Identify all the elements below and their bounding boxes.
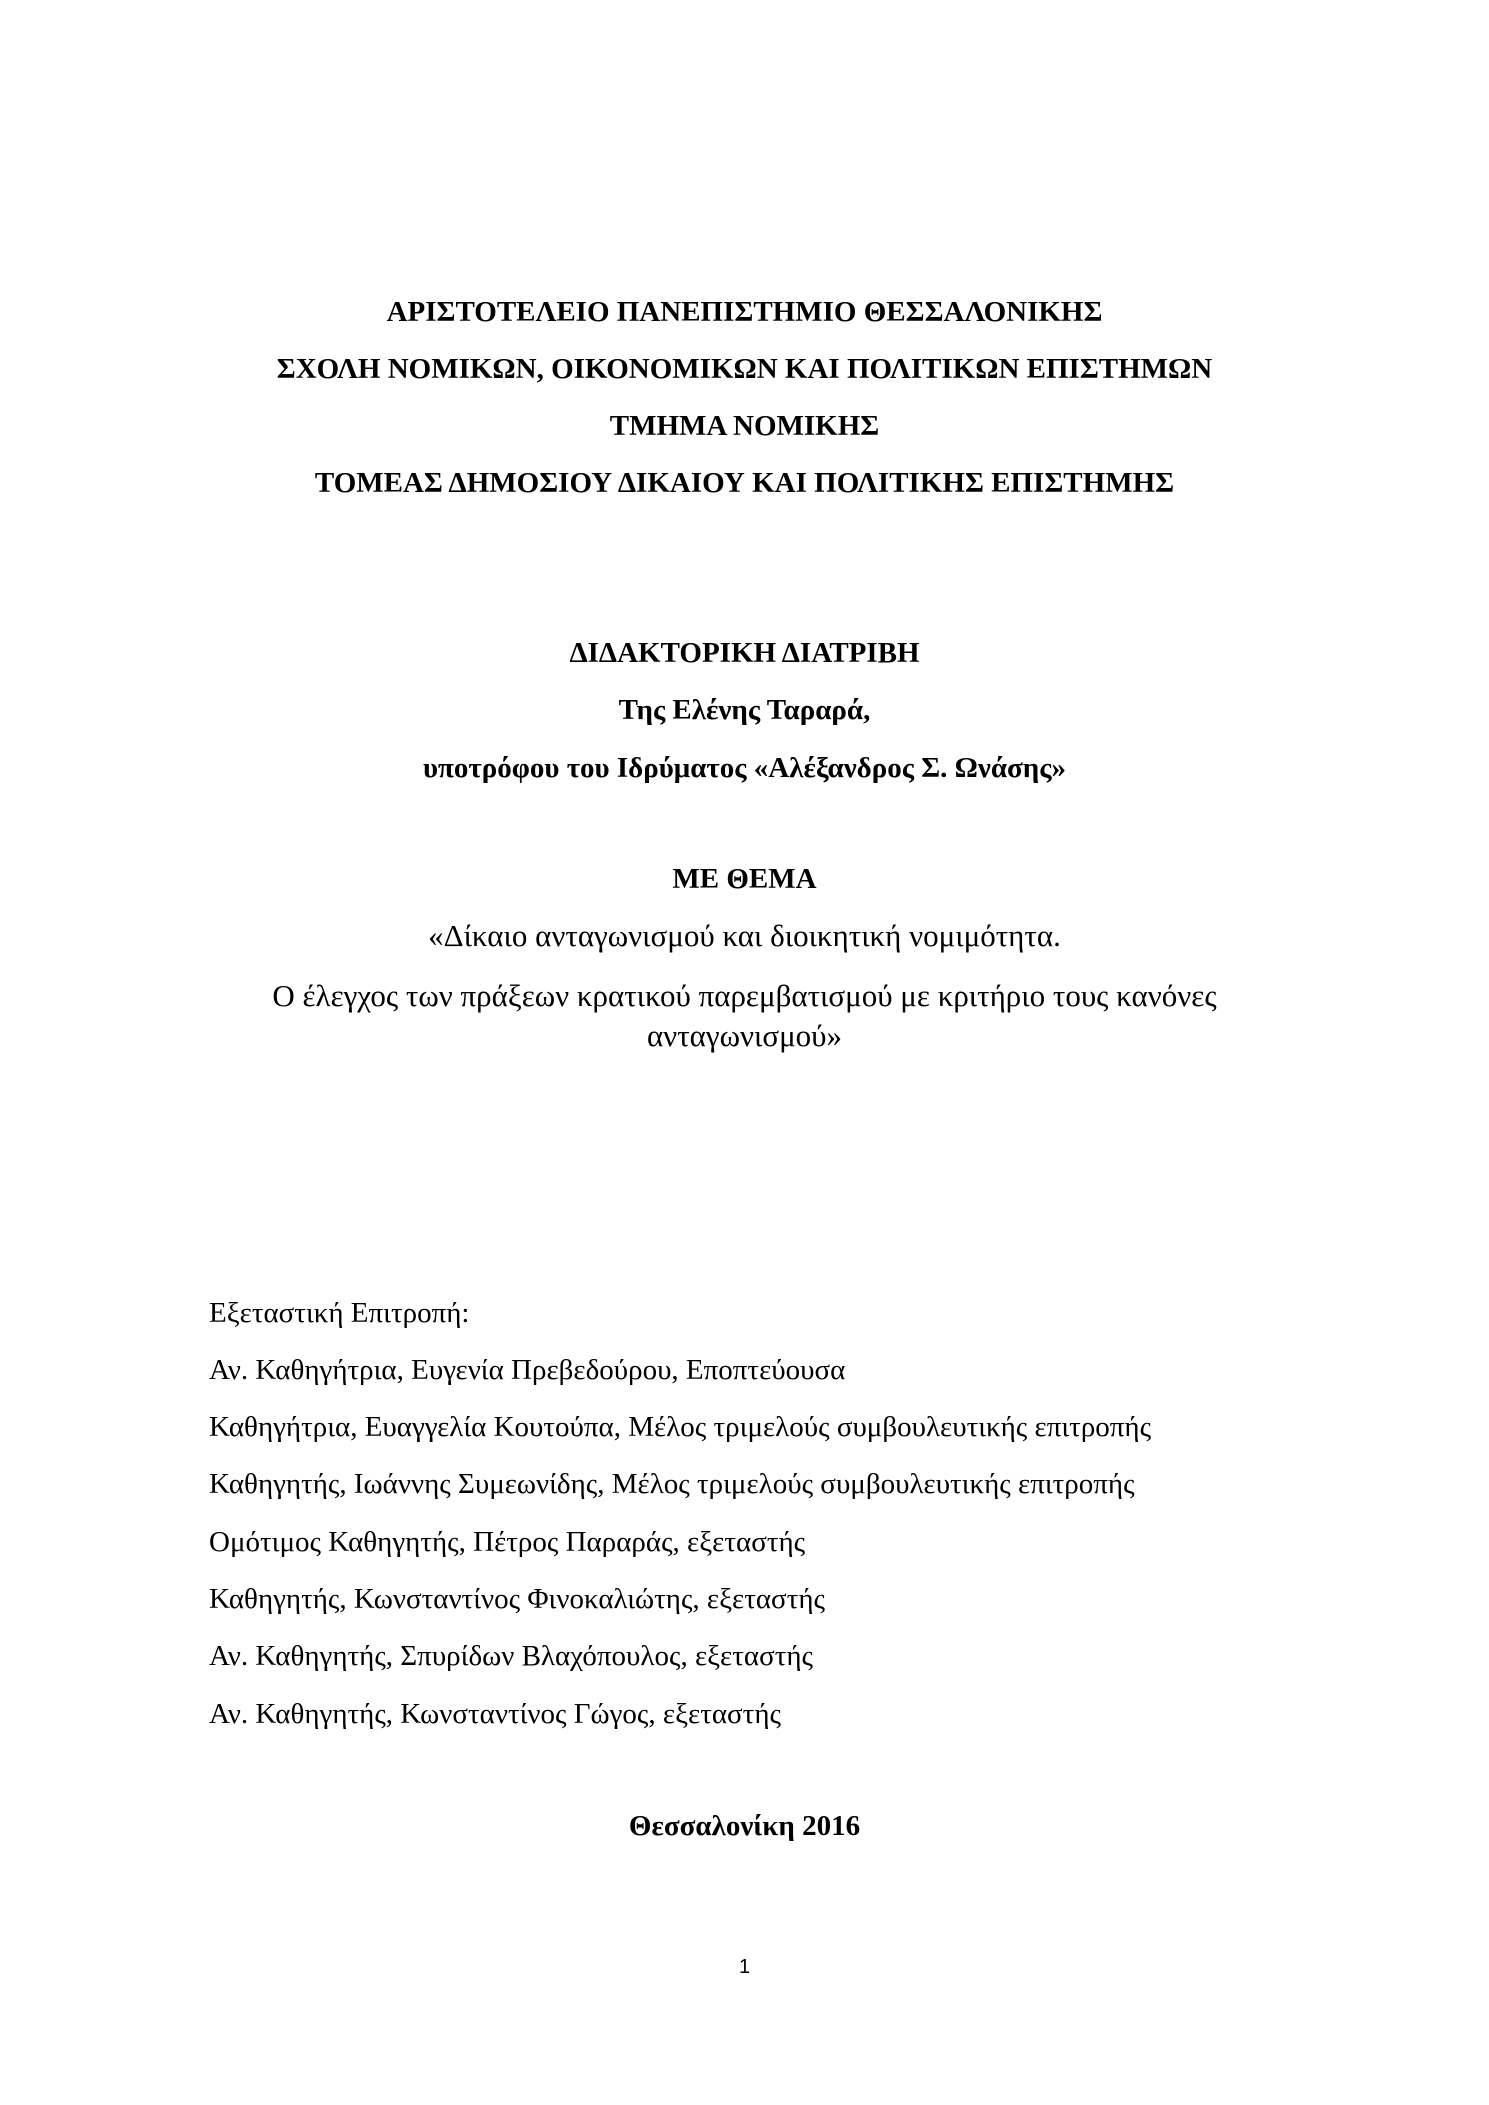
page-number: 1 (738, 1956, 751, 1978)
committee-member: Ομότιμος Καθηγητής, Πέτρος Παραράς, εξεταστής (209, 1526, 806, 1558)
university-name: ΑΡΙΣΤΟΤΕΛΕΙΟ ΠΑΝΕΠΙΣΤΗΜΙΟ ΘΕΣΣΑΛΟΝΙΚΗΣ (386, 296, 1103, 328)
committee-heading: Εξεταστική Επιτροπή: (209, 1297, 470, 1329)
committee-member: Καθηγήτρια, Ευαγγελία Κουτούπα, Μέλος τριμελούς συμβουλευτικής επιτροπής (209, 1411, 1152, 1443)
place-year: Θεσσαλονίκη 2016 (628, 1810, 861, 1842)
thesis-author: Της Ελένης Ταραρά, (618, 694, 871, 726)
subject-heading: ΜΕ ΘΕΜΑ (672, 863, 817, 895)
school-name: ΣΧΟΛΗ ΝΟΜΙΚΩΝ, ΟΙΚΟΝΟΜΙΚΩΝ ΚΑΙ ΠΟΛΙΤΙΚΩΝ ΕΠΙΣΤΗΜΩΝ (276, 353, 1213, 385)
committee-member: Καθηγητής, Ιωάννης Συμεωνίδης, Μέλος τριμελούς συμβουλευτικής επιτροπής (209, 1468, 1135, 1500)
committee-member: Αν. Καθηγητής, Κωνσταντίνος Γώγος, εξεταστής (209, 1698, 781, 1730)
thesis-scholarship: υποτρόφου του Ιδρύματος «Αλέξανδρος Σ. Ωνάσης» (422, 752, 1067, 784)
subject-line-1: «Δίκαιο ανταγωνισμού και διοικητική νομιμότητα. (428, 918, 1061, 953)
committee-member: Αν. Καθηγητής, Σπυρίδων Βλαχόπουλος, εξεταστής (209, 1640, 814, 1672)
subject-line-3: ανταγωνισμού» (646, 1018, 843, 1053)
thesis-type: ΔΙΔΑΚΤΟΡΙΚΗ ΔΙΑΤΡΙΒΗ (569, 637, 920, 669)
committee-member: Καθηγητής, Κωνσταντίνος Φινοκαλιώτης, εξεταστής (209, 1583, 825, 1615)
committee-member: Αν. Καθηγήτρια, Ευγενία Πρεβεδούρου, Εποπτεύουσα (209, 1354, 846, 1386)
sector-name: ΤΟΜΕΑΣ ΔΗΜΟΣΙΟΥ ΔΙΚΑΙΟΥ ΚΑΙ ΠΟΛΙΤΙΚΗΣ ΕΠΙΣΤΗΜΗΣ (314, 467, 1175, 499)
subject-line-2: Ο έλεγχος των πράξεων κρατικού παρεμβατισμού με κριτήριο τους κανόνες (272, 978, 1217, 1013)
department-name: ΤΜΗΜΑ ΝΟΜΙΚΗΣ (609, 410, 880, 442)
